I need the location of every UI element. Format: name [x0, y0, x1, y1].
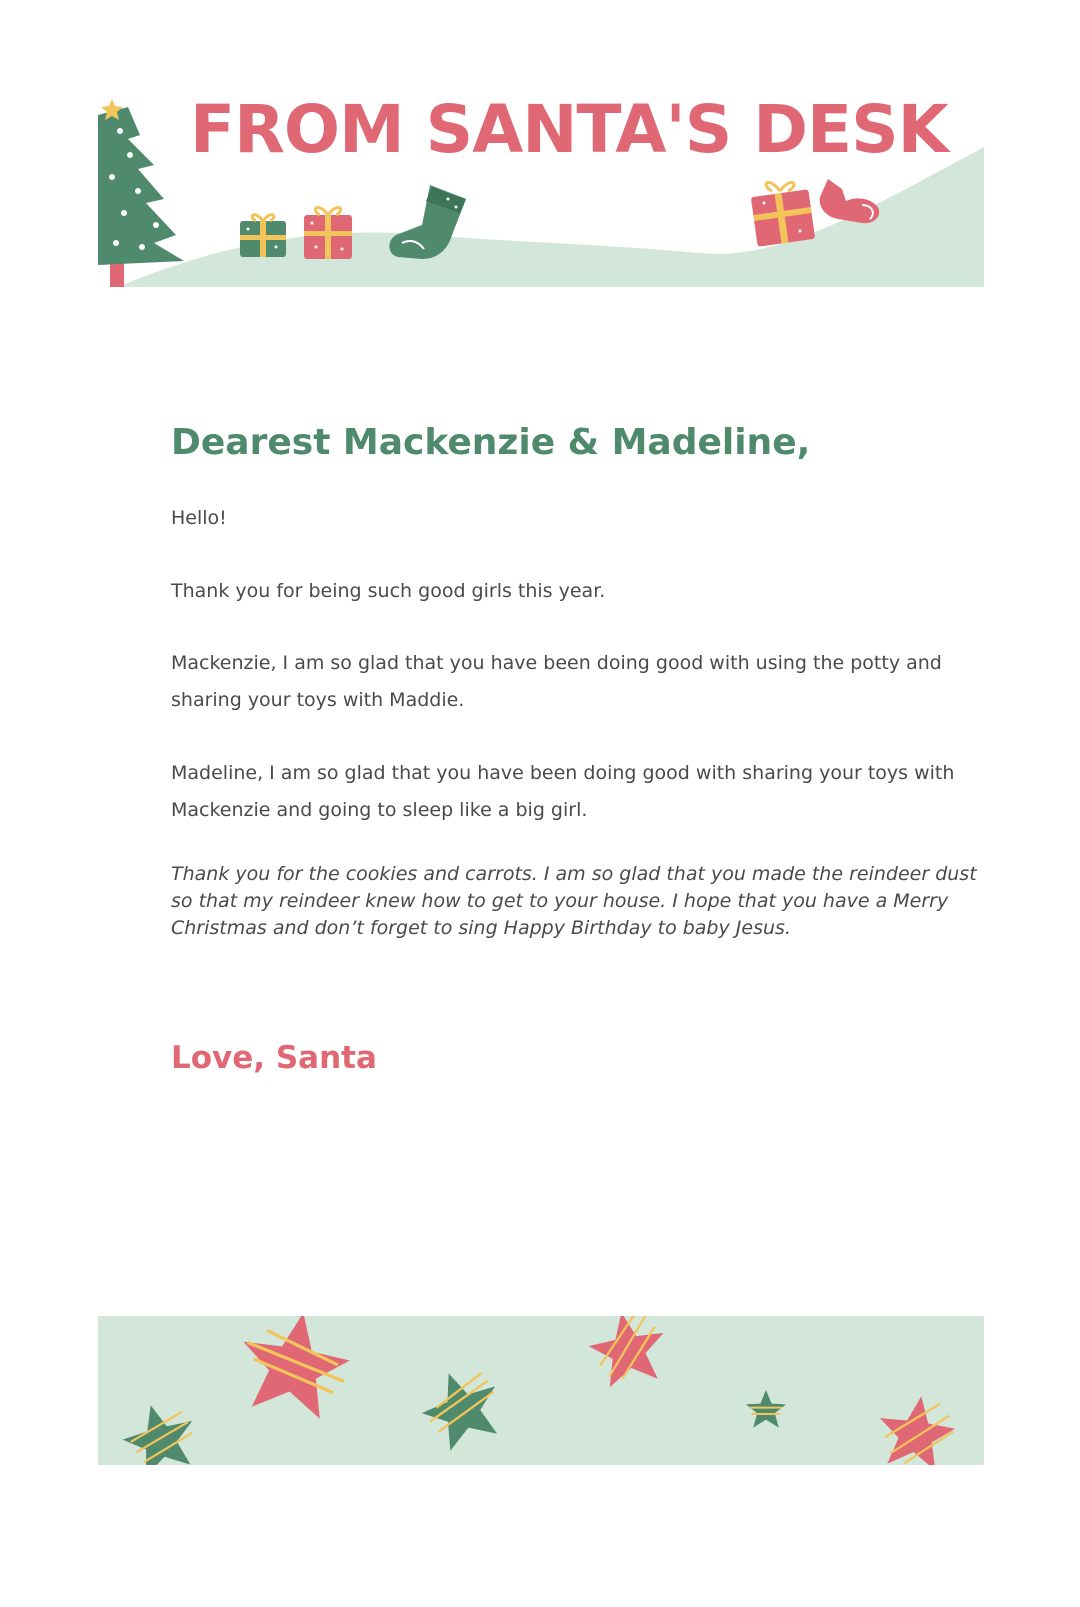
page-title: FROM SANTA'S DESK: [190, 91, 948, 168]
star-icon: [233, 1316, 357, 1422]
star-icon: [412, 1360, 510, 1456]
signoff: Love, Santa: [171, 1040, 377, 1076]
paragraph-thanks: Thank you for being such good girls this year.: [171, 580, 606, 602]
header-banner: [98, 91, 984, 287]
gift-icon: [304, 208, 352, 259]
sock-icon: [820, 179, 879, 223]
star-icon: [746, 1390, 786, 1428]
greeting-heading: Dearest Mackenzie & Madeline,: [171, 422, 811, 463]
footer-banner: [98, 1316, 984, 1465]
closing-note: Thank you for the cookies and carrots. I am so glad that you made the reindeer dust so that my reindeer knew how to get to your house. I hope that you have a Merry Christmas and don’t forget to sing Happy Birthday to baby Jesus.: [171, 863, 977, 939]
paragraph-hello: Hello!: [171, 507, 227, 529]
star-icon: [584, 1316, 671, 1390]
paragraph-madeline: Madeline, I am so glad that you have been doing good with sharing your toys with Mackenzie and going to sleep like a big girl.: [171, 762, 955, 821]
paragraph-mackenzie: Mackenzie, I am so glad that you have been doing good with using the potty and sharing your toys with Maddie.: [171, 652, 942, 711]
gift-icon: [751, 182, 815, 246]
christmas-tree-icon: [98, 99, 184, 287]
letter-body: [171, 420, 991, 1078]
gift-icon: [240, 215, 286, 257]
footer-stars: [98, 1316, 984, 1465]
star-icon: [874, 1391, 959, 1465]
star-icon: [116, 1396, 203, 1465]
